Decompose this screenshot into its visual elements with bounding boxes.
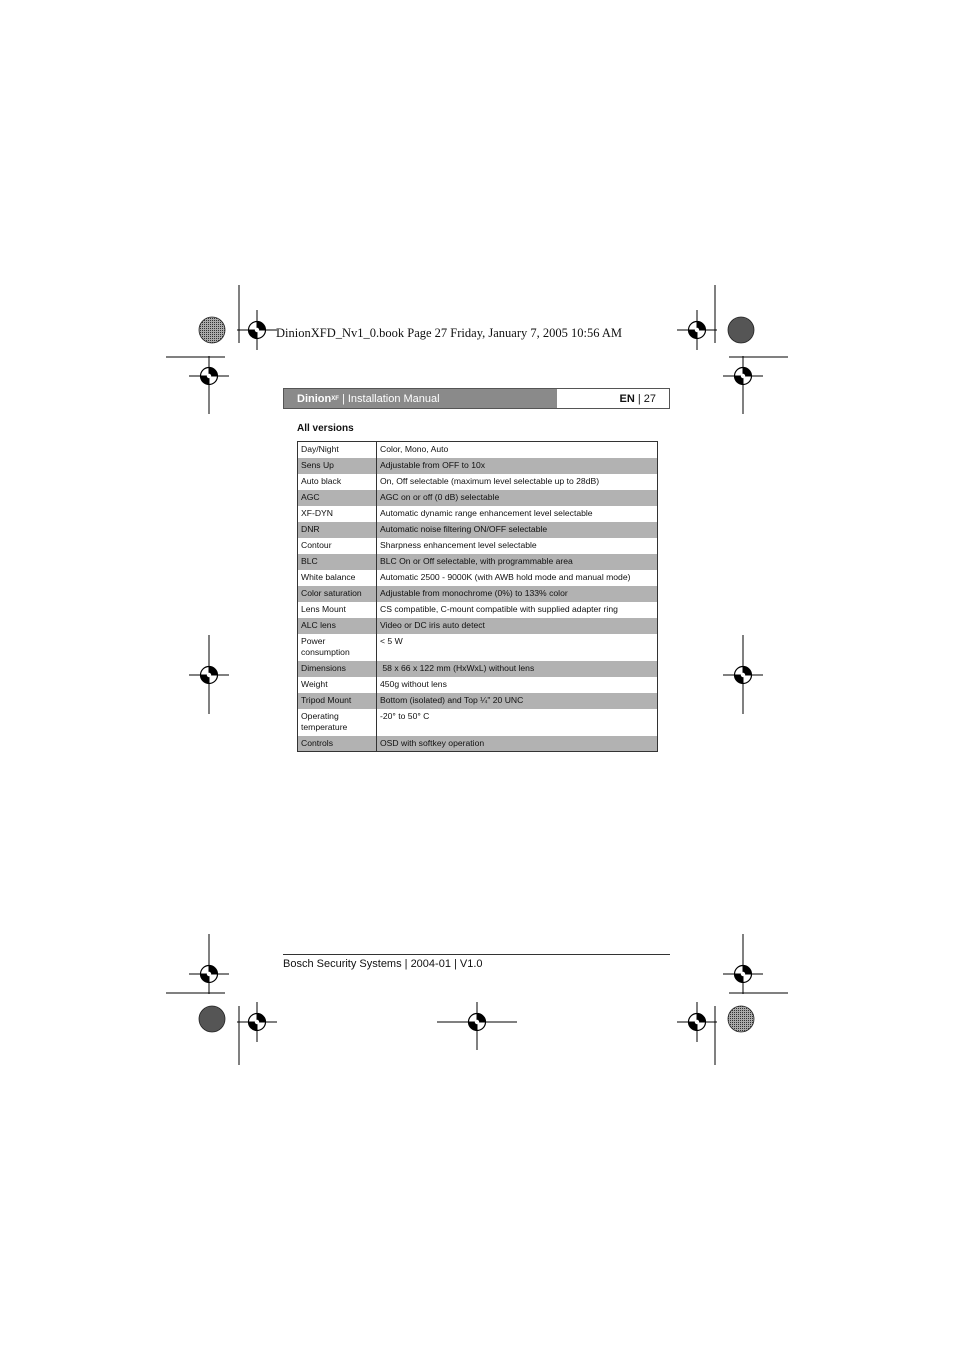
table-row bbox=[298, 474, 658, 490]
table-row bbox=[298, 693, 658, 709]
table-row bbox=[298, 554, 658, 570]
footer-divider bbox=[283, 954, 670, 955]
section-title: All versions bbox=[297, 423, 354, 434]
spec-table bbox=[297, 441, 658, 752]
table-row bbox=[298, 442, 658, 458]
spec-value: CS compatible, C-mount compatible with supplied adapter ring bbox=[377, 602, 658, 618]
table-row bbox=[298, 634, 658, 661]
spec-key: Color saturation bbox=[298, 586, 377, 602]
spec-key: Controls bbox=[298, 736, 377, 752]
table-row bbox=[298, 570, 658, 586]
spec-value: 450g without lens bbox=[377, 677, 658, 693]
page-header bbox=[283, 388, 670, 409]
spec-value: OSD with softkey operation bbox=[377, 736, 658, 752]
table-row bbox=[298, 538, 658, 554]
table-row bbox=[298, 458, 658, 474]
header-separator: | bbox=[338, 392, 348, 405]
spec-key: Weight bbox=[298, 677, 377, 693]
table-row bbox=[298, 506, 658, 522]
spec-key: White balance bbox=[298, 570, 377, 586]
spec-value: Bottom (isolated) and Top ¼" 20 UNC bbox=[377, 693, 658, 709]
spec-value: 58 x 66 x 122 mm (HxWxL) without lens bbox=[377, 661, 658, 677]
spec-key: BLC bbox=[298, 554, 377, 570]
spec-key: Day/Night bbox=[298, 442, 377, 458]
spec-key: Lens Mount bbox=[298, 602, 377, 618]
spec-value: BLC On or Off selectable, with programmable area bbox=[377, 554, 658, 570]
spec-value: Automatic dynamic range enhancement level selectable bbox=[377, 506, 658, 522]
table-row bbox=[298, 602, 658, 618]
brand-superscript: XF bbox=[331, 395, 339, 402]
spec-value: -20° to 50° C bbox=[377, 709, 658, 736]
spec-value: On, Off selectable (maximum level selectable up to 28dB) bbox=[377, 474, 658, 490]
spec-key: Auto black bbox=[298, 474, 377, 490]
spec-key: Power consumption bbox=[298, 634, 377, 661]
brand-name: Dinion bbox=[297, 392, 332, 405]
spec-key: Operating temperature bbox=[298, 709, 377, 736]
table-row bbox=[298, 522, 658, 538]
header-title bbox=[284, 389, 557, 408]
spec-key: ALC lens bbox=[298, 618, 377, 634]
spec-value: AGC on or off (0 dB) selectable bbox=[377, 490, 658, 506]
header-page-info bbox=[557, 389, 669, 408]
spec-key: AGC bbox=[298, 490, 377, 506]
spec-key: XF-DYN bbox=[298, 506, 377, 522]
spec-value: Automatic noise filtering ON/OFF selectable bbox=[377, 522, 658, 538]
spec-key: Tripod Mount bbox=[298, 693, 377, 709]
table-row bbox=[298, 709, 658, 736]
page-footer: Bosch Security Systems | 2004-01 | V1.0 bbox=[283, 958, 483, 970]
table-row bbox=[298, 736, 658, 752]
spec-key: Dimensions bbox=[298, 661, 377, 677]
table-row bbox=[298, 618, 658, 634]
print-slug: DinionXFD_Nv1_0.book Page 27 Friday, January 7, 2005 10:56 AM bbox=[276, 326, 623, 340]
spec-key: Contour bbox=[298, 538, 377, 554]
table-row bbox=[298, 677, 658, 693]
spec-value: Color, Mono, Auto bbox=[377, 442, 658, 458]
table-row bbox=[298, 490, 658, 506]
language-code: EN bbox=[619, 392, 635, 405]
spec-value: Automatic 2500 - 9000K (with AWB hold mode and manual mode) bbox=[377, 570, 658, 586]
spec-key: DNR bbox=[298, 522, 377, 538]
table-row bbox=[298, 586, 658, 602]
page-number: 27 bbox=[643, 392, 656, 405]
table-row bbox=[298, 661, 658, 677]
spec-value: Video or DC iris auto detect bbox=[377, 618, 658, 634]
spec-value: < 5 W bbox=[377, 634, 658, 661]
spec-value: Adjustable from OFF to 10x bbox=[377, 458, 658, 474]
spec-key: Sens Up bbox=[298, 458, 377, 474]
manual-name: Installation Manual bbox=[347, 392, 440, 405]
spec-value: Adjustable from monochrome (0%) to 133% color bbox=[377, 586, 658, 602]
page-separator: | bbox=[634, 392, 644, 405]
spec-value: Sharpness enhancement level selectable bbox=[377, 538, 658, 554]
